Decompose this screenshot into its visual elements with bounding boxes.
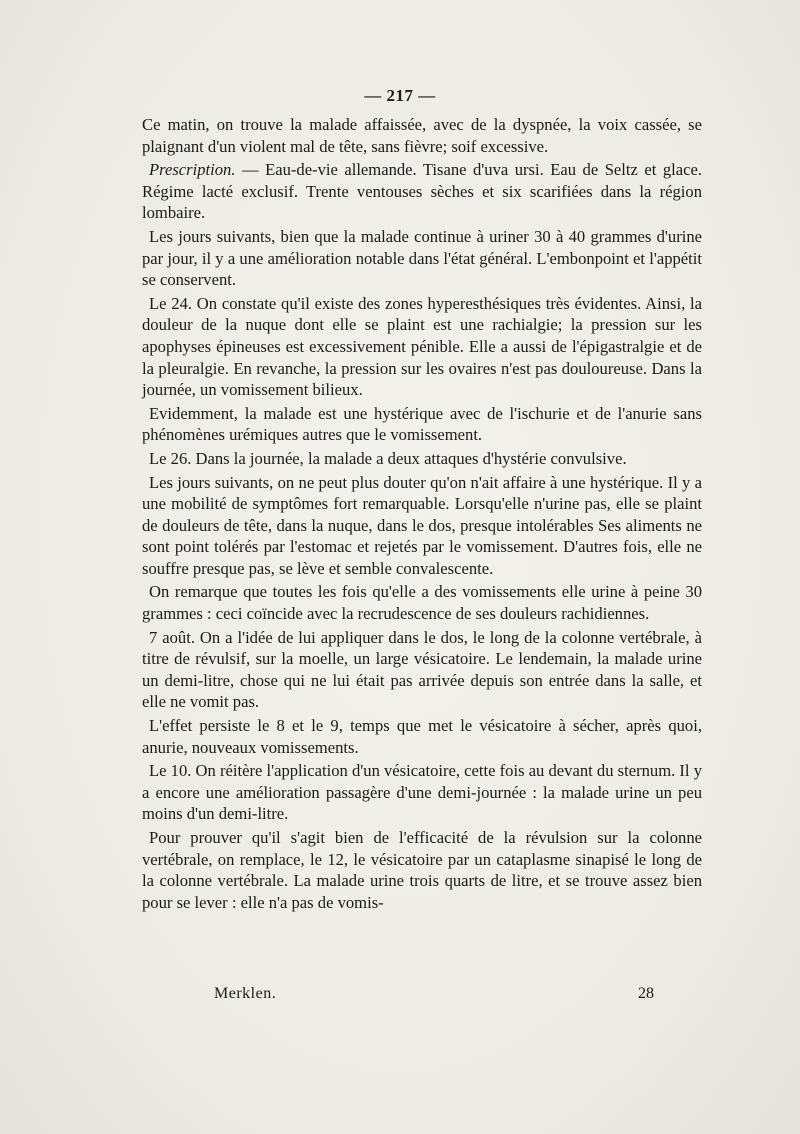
paragraph-text: Les jours suivants, bien que la malade continue à uriner 30 à 40 grammes d'urine par jour, il y a une amélioration notable dans l'état général. L'embonpoint et l'appétit se conservent. — [142, 226, 702, 290]
paragraph-text: — Eau-de-vie allemande. Tisane d'uva ursi. Eau de Seltz et glace. Régime lacté exclusif. Trente ventouses sèches et six scarifiées dans la région lombaire. — [142, 160, 702, 223]
footer-signature-mark: 28 — [638, 985, 654, 1002]
paragraph-3 — [142, 226, 702, 291]
paragraph-12 — [142, 827, 702, 913]
paragraph-7 — [142, 472, 702, 580]
paragraph-text: Les jours suivants, on ne peut plus douter qu'on n'ait affaire à une hystérique. Il y a une mobilité de symptômes fort remarquable. Lorsqu'elle n'urine pas, elle se plaint de douleurs de tête, dans la nuque, dans le dos, presque intolérables Ses aliments ne sont point tolérés par l'estomac et rejetés par le vomissement. D'autres fois, elle ne souffre presque pas, se lève et semble convalescente. — [142, 472, 702, 578]
paragraph-lead: Prescription. — [149, 160, 236, 180]
paragraph-text: 7 août. On a l'idée de lui appliquer dans le dos, le long de la colonne vertébrale, à titre de révulsif, sur la moelle, un large vésicatoire. Le lendemain, la malade urine un demi-litre, chose qui ne lui était pas arrivée depuis son entrée dans la salle, et elle ne vomit pas. — [142, 627, 702, 712]
paragraph-10 — [142, 715, 702, 758]
paragraph-8 — [142, 581, 702, 624]
paragraph-1 — [142, 114, 702, 157]
body-text — [142, 114, 702, 915]
paragraph-text: Ce matin, on trouve la malade affaissée, avec de la dyspnée, la voix cassée, se plaignant d'un violent mal de tête, sans fièvre; soif excessive. — [142, 115, 702, 156]
paragraph-text: Pour prouver qu'il s'agit bien de l'efficacité de la révulsion sur la colonne vertébrale, on remplace, le 12, le vésicatoire par un cataplasme sinapisé le long de la colonne vertébrale. La malade urine trois quarts de litre, et se trouve assez bien pour se lever : elle n'a pas de vomis- — [142, 828, 702, 912]
paragraph-text: L'effet persiste le 8 et le 9, temps que met le vésicatoire à sécher, après quoi, anurie, nouveaux vomissements. — [142, 716, 702, 757]
paragraph-text: On remarque que toutes les fois qu'elle a des vomissements elle urine à peine 30 grammes : ceci coïncide avec la recrudescence de ses douleurs rachidiennes. — [142, 582, 702, 624]
paragraph-4 — [142, 293, 702, 401]
paragraph-text: Le 26. Dans la journée, la malade a deux attaques d'hystérie convulsive. — [149, 448, 627, 468]
paragraph-11 — [142, 760, 702, 825]
paragraph-text: Le 10. On réitère l'application d'un vésicatoire, cette fois au devant du sternum. Il y a encore une amélioration passagère d'une demi-journée : la malade urine un peu moins d'un demi-litre. — [142, 761, 702, 824]
paragraph-6 — [142, 448, 702, 470]
footer-author: Merklen. — [214, 985, 277, 1002]
paragraph-2 — [142, 159, 702, 224]
paragraph-text: Le 24. On constate qu'il existe des zones hyperesthésiques très évidentes. Ainsi, la douleur de la nuque dont elle se plaint est une rachialgie; la pression sur les apophyses épineuses est excessivement pénible. Elle a aussi de l'épigastralgie et de la pleuralgie. En revanche, la pression sur les ovaires n'est pas douloureuse. Dans la journée, un vomissement bilieux. — [142, 293, 702, 400]
paragraph-5 — [142, 403, 702, 446]
paragraph-text: Evidemment, la malade est une hystérique avec de l'ischurie et de l'anurie sans phénomènes urémiques autres que le vomissement. — [142, 403, 702, 445]
page-number: — 217 — — [364, 86, 436, 105]
paragraph-9 — [142, 627, 702, 713]
